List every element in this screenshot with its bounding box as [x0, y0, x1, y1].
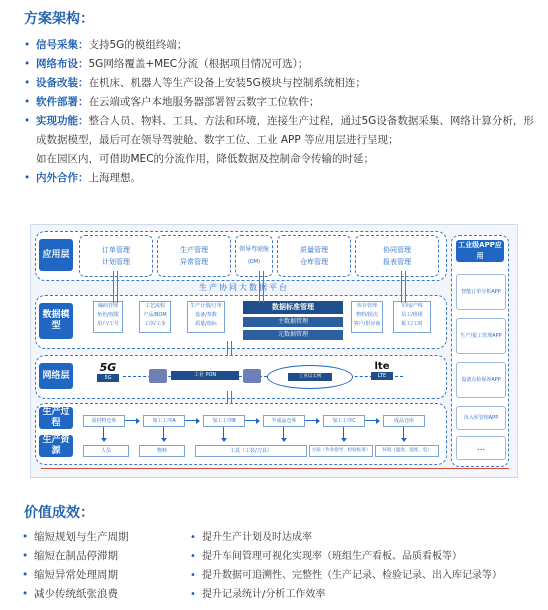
app-box-line: 协同管理: [383, 246, 411, 254]
bullet-dot-icon: •: [190, 532, 196, 543]
data-item: 客户/供应商: [353, 321, 381, 327]
resource-item: 工具（工装/刀具）: [195, 445, 307, 457]
value-text: 缩短规划与生产周期: [34, 531, 129, 543]
lte-block: [371, 361, 393, 380]
lte-label: LTE: [371, 372, 393, 380]
bullet-software: [22, 93, 537, 112]
bullet-text: 在云端或客户本地服务器部署智云数字工位软件；: [88, 96, 320, 108]
value-text: 提升记录统计/分析工作效率: [202, 589, 326, 600]
data-item: 报工/工时: [401, 321, 423, 327]
app-box-quality: [277, 235, 351, 277]
data-group-4: [351, 301, 383, 333]
bullet-text: 支持5G的模组终端；: [88, 39, 188, 51]
app-box-line: 仓库管理: [300, 258, 328, 266]
red-link-arrow: [259, 271, 264, 303]
bullet-label: 实现功能：: [36, 115, 89, 127]
bullet-dot-icon: •: [190, 570, 196, 581]
app-box-line: 订单管理: [102, 246, 130, 254]
data-group-5: [393, 301, 431, 333]
bullet-label: 软件部署：: [36, 96, 89, 108]
process-arrow-icon: [245, 420, 259, 421]
ethernet-label: 工业以太网: [288, 373, 332, 381]
bullet-dot-icon: •: [22, 588, 29, 600]
value-text: 提升车间管理可视化实现率（班组生产看板、品质看板等）: [202, 551, 462, 562]
value-text: 缩短异常处理周期: [34, 569, 118, 581]
section-title-value: 价值成效：: [24, 505, 94, 521]
data-item: 用户/工号: [97, 321, 119, 327]
layer-label-resource: 生产资源: [39, 435, 73, 457]
bullet-text: 在机床、机器人等生产设备上安装5G模块与控制系统相连；: [88, 77, 366, 89]
bullet-text: 上海理想。: [88, 172, 141, 184]
down-arrow-icon: [403, 427, 404, 441]
bullet-dot-icon: •: [24, 115, 31, 127]
value-col-left: [22, 528, 129, 604]
layer-label-app: 应用层: [39, 239, 73, 271]
right-app-title: 工业级APP应用: [456, 240, 504, 262]
bullet-dot-icon: •: [24, 39, 31, 51]
resource-item: 方法（作业指导、检验标准）: [309, 445, 373, 457]
5g-block: [97, 361, 119, 382]
bullet-partner: [22, 169, 537, 188]
down-arrow-icon: [103, 427, 104, 441]
value-item: [22, 547, 129, 566]
data-item: 员工/班组: [401, 312, 423, 318]
right-app-item: 出入库管理APP: [456, 406, 506, 430]
bullet-dot-icon: •: [22, 550, 29, 562]
data-item: 编码管理: [97, 303, 118, 309]
resource-item: 物料: [139, 445, 185, 457]
right-app-more: ...: [456, 436, 506, 460]
process-arrow-icon: [125, 420, 139, 421]
down-arrow-icon: [283, 427, 284, 441]
resource-item: 环境（温度、湿度、电）: [375, 445, 439, 457]
right-app-item: 生产/报工管理APP: [456, 318, 506, 354]
process-step: 原材料仓库: [83, 415, 125, 427]
down-arrow-icon: [343, 427, 344, 441]
bullet-function-extra: 如在园区内，可借助MEC的分流作用，降低数据及控制命令传输的时延；: [36, 153, 375, 165]
layer-label-data: 数据模型: [39, 303, 73, 339]
process-arrow-icon: [185, 420, 199, 421]
data-item: 生产计划/订单: [190, 303, 222, 309]
bullet-text: 整合人员、物料、工具、方法和环境，连接生产过程，通过5G设备数据采集、网络计算分析，形成数据模型，最后可在领导驾驶舱、数字工位、工业 APP 等应用层进行呈现；: [36, 115, 534, 146]
value-item: [190, 566, 502, 585]
app-box-line: 生产管理: [180, 246, 208, 254]
value-item: [190, 585, 502, 604]
architecture-diagram: [30, 224, 518, 478]
process-step: 半成品仓库: [263, 415, 305, 427]
bullet-signal: [22, 36, 537, 55]
value-item: [22, 566, 129, 585]
bullet-label: 内外合作：: [36, 172, 89, 184]
5g-label: 5G: [97, 374, 119, 382]
app-box-line: (DM): [247, 259, 261, 265]
device-icon: [149, 369, 167, 383]
process-arrow-icon: [365, 420, 379, 421]
data-item: 角色/权限: [97, 312, 119, 318]
app-box-line: 质量管理: [300, 246, 328, 254]
resource-item: 人员: [83, 445, 129, 457]
value-text: 提升生产计划及时达成率: [202, 532, 312, 543]
bottom-red-arrow: [41, 468, 509, 469]
process-arrow-icon: [305, 420, 319, 421]
bullet-network: [22, 55, 537, 74]
section-title-architecture: 方案架构：: [24, 11, 94, 27]
data-item: 质量/指标: [195, 321, 217, 327]
5g-logo-icon: 5G: [99, 361, 117, 374]
value-text: 减少传统纸张浪费: [34, 588, 118, 600]
bullet-device: [22, 74, 537, 93]
bullet-function: [22, 112, 537, 150]
bullet-dot-icon: •: [22, 531, 29, 543]
layer-label-process: 生产过程: [39, 407, 73, 429]
app-box-production: [157, 235, 231, 277]
data-item: 产品/BOM: [143, 312, 167, 318]
app-box-cockpit: [235, 235, 273, 277]
data-item: 工艺流程: [144, 303, 165, 309]
data-group-1: [93, 301, 123, 333]
app-box-line: 领导驾驶舱: [238, 246, 269, 253]
bullet-dot-icon: •: [22, 569, 29, 581]
right-app-item: 设备点检保养APP: [456, 362, 506, 398]
down-arrow-icon: [163, 427, 164, 441]
bullet-dot-icon: •: [24, 96, 31, 108]
process-step: 加工工序C: [323, 415, 365, 427]
bullet-label: 设备改装：: [36, 77, 89, 89]
app-box-collab: [355, 235, 439, 277]
value-item: [190, 528, 502, 547]
bullet-label: 信号采集：: [36, 39, 89, 51]
process-step: 加工工序A: [143, 415, 185, 427]
bullet-dot-icon: •: [24, 77, 31, 89]
data-item: 工序/工步: [144, 321, 166, 327]
right-app-item: 智能订单分析APP: [456, 274, 506, 310]
bullet-text: 5G网络覆盖+MEC分流（根据项目情况可选）；: [88, 58, 309, 70]
bullet-dot-icon: •: [24, 172, 31, 184]
data-item: 设备/参数: [195, 312, 217, 318]
app-box-line: 报表管理: [383, 258, 411, 266]
bullet-dot-icon: •: [24, 58, 31, 70]
process-step: 成品仓库: [383, 415, 425, 427]
down-arrow-icon: [223, 427, 224, 441]
data-item: 物料/批次: [356, 312, 378, 318]
architecture-bullets: [22, 36, 537, 188]
meta-data-box: 元数据管理: [243, 330, 343, 340]
value-item: [22, 528, 129, 547]
red-link-arrow: [113, 271, 118, 303]
master-data-box: 主数据管理: [243, 317, 343, 327]
value-text: 提升数据可追溯性、完整性（生产记录、检验记录、出入库记录等）: [202, 570, 502, 581]
bullet-dot-icon: •: [190, 551, 196, 562]
right-app-column: [451, 235, 509, 467]
process-step: 加工工序B: [203, 415, 245, 427]
data-group-3: [187, 301, 225, 333]
value-item: [22, 585, 129, 604]
data-standard-box: 数据标准管理: [243, 301, 343, 314]
bullet-label: 网络布设：: [36, 58, 89, 70]
platform-title: 生产协同大数据平台: [199, 283, 289, 292]
app-box-line: 计划管理: [102, 258, 130, 266]
pon-label: 工业 PON: [171, 371, 239, 380]
red-link-arrow: [401, 271, 406, 303]
value-item: [190, 547, 502, 566]
app-box-line: 异常管理: [180, 258, 208, 266]
device-icon: [243, 369, 261, 383]
data-item: 库存管理: [356, 303, 377, 309]
value-col-right: [190, 528, 502, 604]
lte-logo-icon: lte: [374, 361, 390, 372]
bullet-dot-icon: •: [190, 589, 196, 600]
ethernet-ring: [267, 365, 353, 389]
layer-label-network: 网络层: [39, 363, 73, 389]
data-group-2: [139, 301, 171, 333]
value-text: 缩短在制品停滞期: [34, 550, 118, 562]
data-item: 车间/产线: [401, 303, 423, 309]
